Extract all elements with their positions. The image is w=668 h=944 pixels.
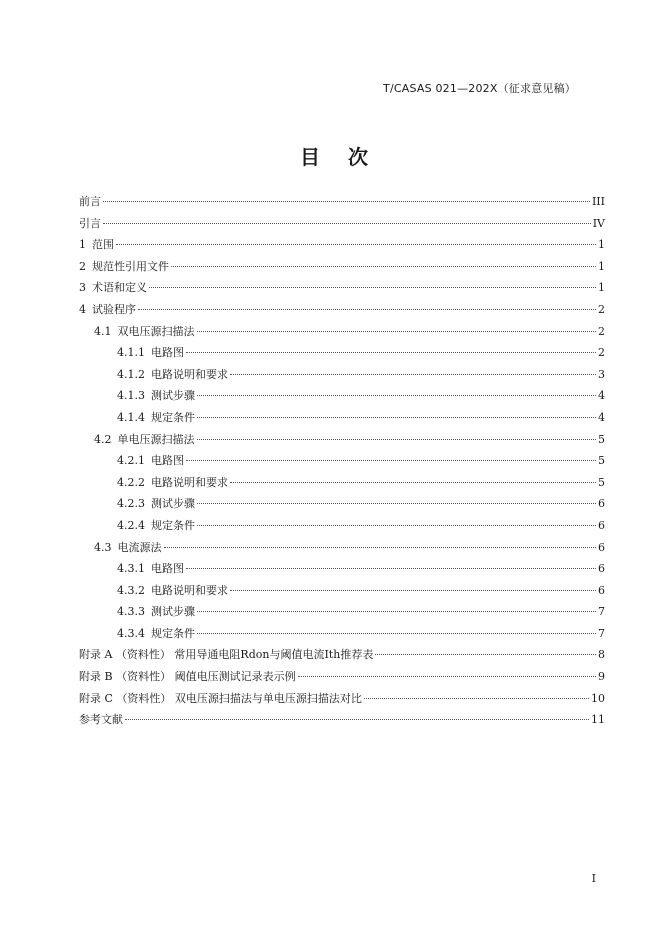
toc-dot-leader (197, 503, 596, 504)
toc-entry-page: IV (592, 216, 605, 230)
toc-entry[interactable] (79, 234, 605, 256)
toc-entry-text: 规范性引用文件 (92, 259, 169, 273)
toc-entry-page: 2 (598, 346, 605, 360)
toc-entry-number: 4.2 (94, 432, 112, 446)
toc-dot-leader (197, 611, 596, 612)
toc-entry[interactable] (79, 429, 605, 451)
toc-entry-label (117, 364, 228, 386)
toc-entry-number: 4.2.1 (117, 454, 145, 468)
toc-entry-label (94, 537, 162, 559)
toc-entry-text: 附录 A （资料性） 常用导通电阻Rdon与阈值电流Ith推荐表 (79, 648, 374, 662)
toc-entry-label (117, 450, 184, 472)
toc-entry-page: 3 (598, 367, 605, 381)
toc-entry-number: 4.1.2 (117, 367, 145, 381)
toc-dot-leader (197, 633, 596, 634)
toc-entry-text: 规定条件 (151, 626, 195, 640)
toc-dot-leader (125, 719, 589, 720)
toc-entry-number: 4.3.1 (117, 562, 145, 576)
toc-entry-number: 4.3.4 (117, 626, 145, 640)
toc-entry-number: 4.2.4 (117, 518, 145, 532)
toc-entry[interactable] (79, 342, 605, 364)
toc-entry-label (117, 472, 228, 494)
toc-entry[interactable] (79, 601, 605, 623)
toc-dot-leader (186, 352, 596, 353)
toc-dot-leader (164, 547, 597, 548)
toc-entry-label (117, 580, 228, 602)
toc-dot-leader (230, 374, 596, 375)
toc-entry-label (117, 623, 195, 645)
toc-entry-text: 附录 C （资料性） 双电压源扫描法与单电压源扫描法对比 (79, 691, 362, 705)
toc-entry[interactable] (79, 213, 605, 235)
toc-entry-page: 6 (598, 583, 605, 597)
toc-entry-number: 4.1.3 (117, 389, 145, 403)
toc-entry-label (94, 321, 195, 343)
toc-entry-page: 6 (598, 562, 605, 576)
toc-entry-label (117, 601, 195, 623)
toc-entry-page: 10 (591, 691, 605, 705)
toc-dot-leader (230, 482, 596, 483)
toc-entry-label (79, 277, 147, 299)
toc-dot-leader (197, 331, 597, 332)
toc-entry[interactable] (79, 321, 605, 343)
toc-entry-page: 6 (598, 540, 605, 554)
toc-dot-leader (230, 590, 596, 591)
toc-entry-number: 1 (79, 238, 86, 252)
page-title: 目次 (300, 145, 396, 169)
toc-entry[interactable] (79, 277, 605, 299)
toc-entry[interactable] (79, 450, 605, 472)
toc-entry[interactable] (79, 666, 605, 688)
toc-entry-text: 单电压源扫描法 (117, 432, 195, 446)
toc-entry-page: 9 (598, 670, 605, 684)
toc-entry-text: 电路图 (151, 454, 184, 468)
toc-entry[interactable] (79, 709, 605, 731)
toc-entry-page: 5 (598, 432, 605, 446)
toc-entry[interactable] (79, 493, 605, 515)
toc-entry-text: 引言 (79, 216, 101, 230)
toc-entry-label (79, 234, 114, 256)
toc-entry[interactable] (79, 472, 605, 494)
toc-entry-label (79, 709, 123, 731)
toc-entry-label (79, 213, 101, 235)
toc-dot-leader (186, 568, 596, 569)
toc-entry-page: 2 (598, 302, 605, 316)
toc-dot-leader (116, 244, 596, 245)
toc-entry[interactable] (79, 299, 605, 321)
toc-dot-leader (197, 439, 597, 440)
toc-entry-number: 4 (79, 302, 86, 316)
toc-entry-page: 1 (598, 238, 605, 252)
toc-entry-text: 电路说明和要求 (151, 583, 228, 597)
toc-entry-page: 7 (598, 626, 605, 640)
page-number: I (591, 872, 596, 885)
toc-dot-leader (186, 460, 596, 461)
standard-number-header: T/CASAS 021—202X（征求意见稿） (383, 82, 576, 95)
toc-dot-leader (171, 266, 596, 267)
toc-entry-text: 范围 (92, 238, 114, 252)
toc-dot-leader (197, 525, 596, 526)
toc-entry-label (94, 429, 195, 451)
toc-entry-text: 测试步骤 (151, 497, 195, 511)
toc-entry-text: 术语和定义 (92, 281, 147, 295)
toc-dot-leader (197, 395, 596, 396)
toc-entry[interactable] (79, 256, 605, 278)
toc-entry[interactable] (79, 688, 605, 710)
toc-dot-leader (103, 223, 591, 224)
toc-entry-page: 11 (591, 713, 605, 727)
toc-entry-text: 规定条件 (151, 410, 195, 424)
toc-entry-label (117, 407, 195, 429)
toc-entry-label (79, 191, 101, 213)
toc-entry-page: III (591, 195, 605, 208)
toc-dot-leader (197, 417, 596, 418)
toc-dot-leader (138, 309, 596, 310)
toc-entry-label (117, 385, 195, 407)
table-of-contents (79, 191, 605, 731)
toc-entry-text: 规定条件 (151, 518, 195, 532)
toc-entry[interactable] (79, 385, 605, 407)
toc-entry[interactable] (79, 407, 605, 429)
toc-entry-text: 电流源法 (117, 540, 162, 554)
toc-dot-leader (103, 201, 590, 202)
toc-entry[interactable] (79, 191, 605, 213)
toc-entry-label (79, 666, 296, 688)
toc-entry-label (117, 342, 184, 364)
toc-dot-leader (298, 676, 596, 677)
toc-entry[interactable] (79, 537, 605, 559)
toc-entry-page: 1 (598, 259, 605, 273)
toc-entry-number: 4.3.3 (117, 605, 145, 619)
toc-entry-page: 5 (598, 475, 605, 489)
toc-entry-number: 4.2.2 (117, 475, 145, 489)
toc-entry-page: 6 (598, 497, 605, 511)
toc-entry[interactable] (79, 580, 605, 602)
toc-dot-leader (149, 287, 596, 288)
toc-entry-text: 测试步骤 (151, 605, 195, 619)
toc-entry-number: 3 (79, 281, 86, 295)
toc-entry[interactable] (79, 364, 605, 386)
toc-entry-text: 试验程序 (92, 302, 136, 316)
toc-entry-label (117, 558, 184, 580)
toc-entry-text: 电路图 (151, 346, 184, 360)
toc-entry-number: 4.3.2 (117, 583, 145, 597)
toc-entry-text: 参考文献 (79, 713, 123, 727)
toc-entry-label (79, 256, 169, 278)
toc-entry-label (117, 515, 195, 537)
toc-entry[interactable] (79, 644, 605, 666)
toc-entry[interactable] (79, 558, 605, 580)
toc-entry-page: 2 (598, 324, 605, 338)
toc-entry-number: 4.1 (94, 324, 112, 338)
toc-entry-text: 电路说明和要求 (151, 475, 228, 489)
toc-entry-text: 双电压源扫描法 (117, 324, 195, 338)
toc-entry-number: 4.1.1 (117, 346, 145, 360)
toc-entry-text: 电路说明和要求 (151, 367, 228, 381)
toc-entry-label (117, 493, 195, 515)
toc-entry-label (79, 688, 362, 710)
toc-entry-page: 4 (598, 410, 605, 424)
toc-entry-number: 4.3 (94, 540, 112, 554)
toc-entry-page: 1 (598, 281, 605, 295)
toc-entry-page: 8 (598, 648, 605, 662)
toc-entry-label (79, 299, 136, 321)
toc-entry-text: 前言 (79, 195, 101, 208)
toc-entry-page: 5 (598, 454, 605, 468)
toc-entry-page: 7 (598, 605, 605, 619)
toc-entry-page: 4 (598, 389, 605, 403)
toc-entry-number: 4.2.3 (117, 497, 145, 511)
toc-dot-leader (364, 698, 589, 699)
toc-entry-text: 电路图 (151, 562, 184, 576)
toc-entry[interactable] (79, 623, 605, 645)
toc-entry-text: 测试步骤 (151, 389, 195, 403)
toc-entry-text: 附录 B （资料性） 阈值电压测试记录表示例 (79, 670, 296, 684)
toc-entry-number: 2 (79, 259, 86, 273)
toc-entry-number: 4.1.4 (117, 410, 145, 424)
toc-entry-label (79, 644, 373, 666)
toc-entry-page: 6 (598, 518, 605, 532)
toc-dot-leader (375, 654, 596, 655)
toc-entry[interactable] (79, 515, 605, 537)
